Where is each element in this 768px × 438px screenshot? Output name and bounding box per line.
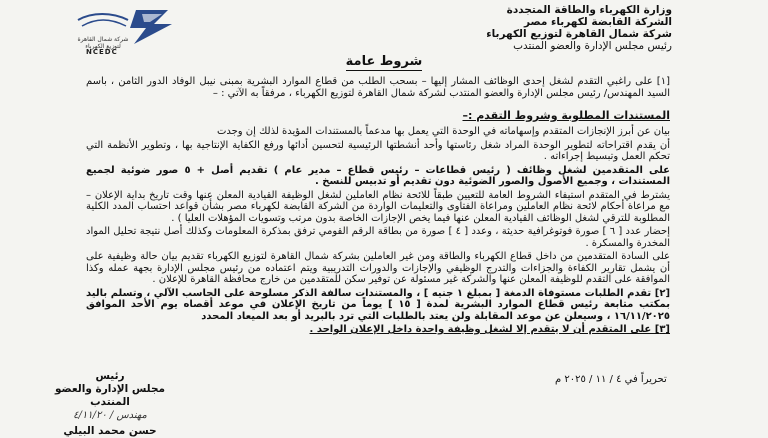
list-item: على السادة المتقدمين من داخل قطاع الكهرباء والطاقة ومن غير العاملين بشركة شمال القاهرة لتوزيع الكهرباء تقديم بيان حالة وظيفية على أن يشمل تقارير الكفاءة والجزاءات والتدرج الوظيفي والإجازات والدورات التدريبية ويتم اعتماده من رئيس مجلس الإدارة بجهة عمله وكذا الموافقة على التقدم للوظيفة المعلن عنها والشركة غير مسئولة عن توفير سكن للمتقدمين من خارج محافظة القاهرة للإعلان . [86,251,670,285]
holding-company: الشركة القابضة لكهرباء مصر [523,16,672,28]
list-item: أن يقدم اقتراحاته لتطوير الوحدة المراد شغل رئاستها وأحد أنشطتها الرئيسية لتحسين أدائها ورفع الكفاية الإنتاجية بها ، وتطوير الأنظمة التي تحكم العمل وتبسيط إجراءاته . [86,139,670,162]
requirements-list [86,126,670,338]
logo-name: شركة شمال القاهرة لتوزيع الكهرباء [77,36,129,50]
list-item: إحضار عدد [ ٦ ] صورة فوتوغرافية حديثة ، وعدد [ ٤ ] صورة من بطاقة الرقم القومي ترفق بمذكرة المعلومات وكذلك أصل نتيجة تحليل المواد المخدرة والمسكرة . [86,226,670,249]
letterhead [486,4,672,52]
office-name: رئيس مجلس الإدارة والعضو المنتدب [513,40,672,52]
signatory-title: مجلس الإدارة والعضو المنتدب [54,383,166,408]
company-name: شركة شمال القاهرة لتوزيع الكهرباء [486,28,672,40]
intro-paragraph: [١] على راغبي التقدم لشغل إحدى الوظائف المشار إليها – بسحب الطلب من قطاع الموارد البشرية بمبنى نيبل الوفاد الدور الثامن ، باسم السيد المهندس/ رئيس مجلس الإدارة والعضو المنتدب لشركة شمال القاهرة لتوزيع الكهرباء ، مرفقاً به الآتي : – [86,76,670,99]
handwritten-signature [40,409,180,425]
page-title [0,50,768,69]
signatory-role: رئيس [95,370,125,382]
signature-block [40,370,180,438]
signature-date: ٤/١١/٢٠ [73,410,107,421]
title-text: شروط عامة [345,54,423,69]
list-item: على المتقدمين لشغل وظائف ( رئيس قطاعات – رئيس قطاع – مدير عام ) تقديم أصل + ٥ صور ضوئية لجميع المستندات ، وجميع الأصول والصور الضوئية دون تقديم أو تدبيس للنسخ . [86,164,671,187]
section-heading: المستندات المطلوبة وشروط التقدم :– [462,109,670,122]
signature-prefix: مهندس / [109,410,147,421]
list-item: يشترط في المتقدم استيفاء الشروط العامة للتعيين طبقاً للائحة نظام العاملين لشغل الوظيفة القيادية المعلن عنها وقت تاريخ بداية الإعلان – مع مراعاة أحكام لائحة نظام العاملين ومراعاة الفتاوى والتعليمات الواردة من الشركة القابضة لكهرباء مصر بشأن قواعد احتساب المدد الكلية المطلوبة للترقي لشغل الوظائف القيادية المعلن عنها فيما يخص الإجازات الخاصة بدون مرتب وتسويات المؤهلات العليا ) . [86,189,670,224]
logo-abbr: NCEDC [86,48,118,56]
issue-date: تحريراً في ٤ / ١١ / ٢٠٢٥ م [555,374,667,385]
list-item: [٢] تقدم الطلبات مستوفاة الدمغة [ بمبلغ ١ جنيه ] ، والمستندات سالفة الذكر مسلوحة على الحاسب الآلي ، وتسلم باليد بمكتب متابعة رئيس قطاع الموارد البشرية لمدة [ ١٥ ] يوماً من تاريخ الإعلان في موعد أقصاه يوم الأحد الموافق ١٦/١١/٢٠٢٥ ، وسيعلن عن موعد المقابلة ولن يعتد بالطلبات التي ترد بالبريد أو بعد الميعاد المحدد [86,287,671,322]
list-item: بيان عن أبرز الإنجازات المتقدم وإسهاماته في الوحدة التي يعمل بها مدعماً بالمستندات المؤيدة لذلك إن وجدت [216,126,670,137]
list-item: [٣] على المتقدم أن لا يتقدم إلا لشغل وظيفة واحدة داخل الإعلان الواحد . [309,324,670,335]
signatory-name: حسن محمد البيلي [63,425,157,437]
ministry-name: وزارة الكهرباء والطاقة المتجددة [506,4,672,16]
